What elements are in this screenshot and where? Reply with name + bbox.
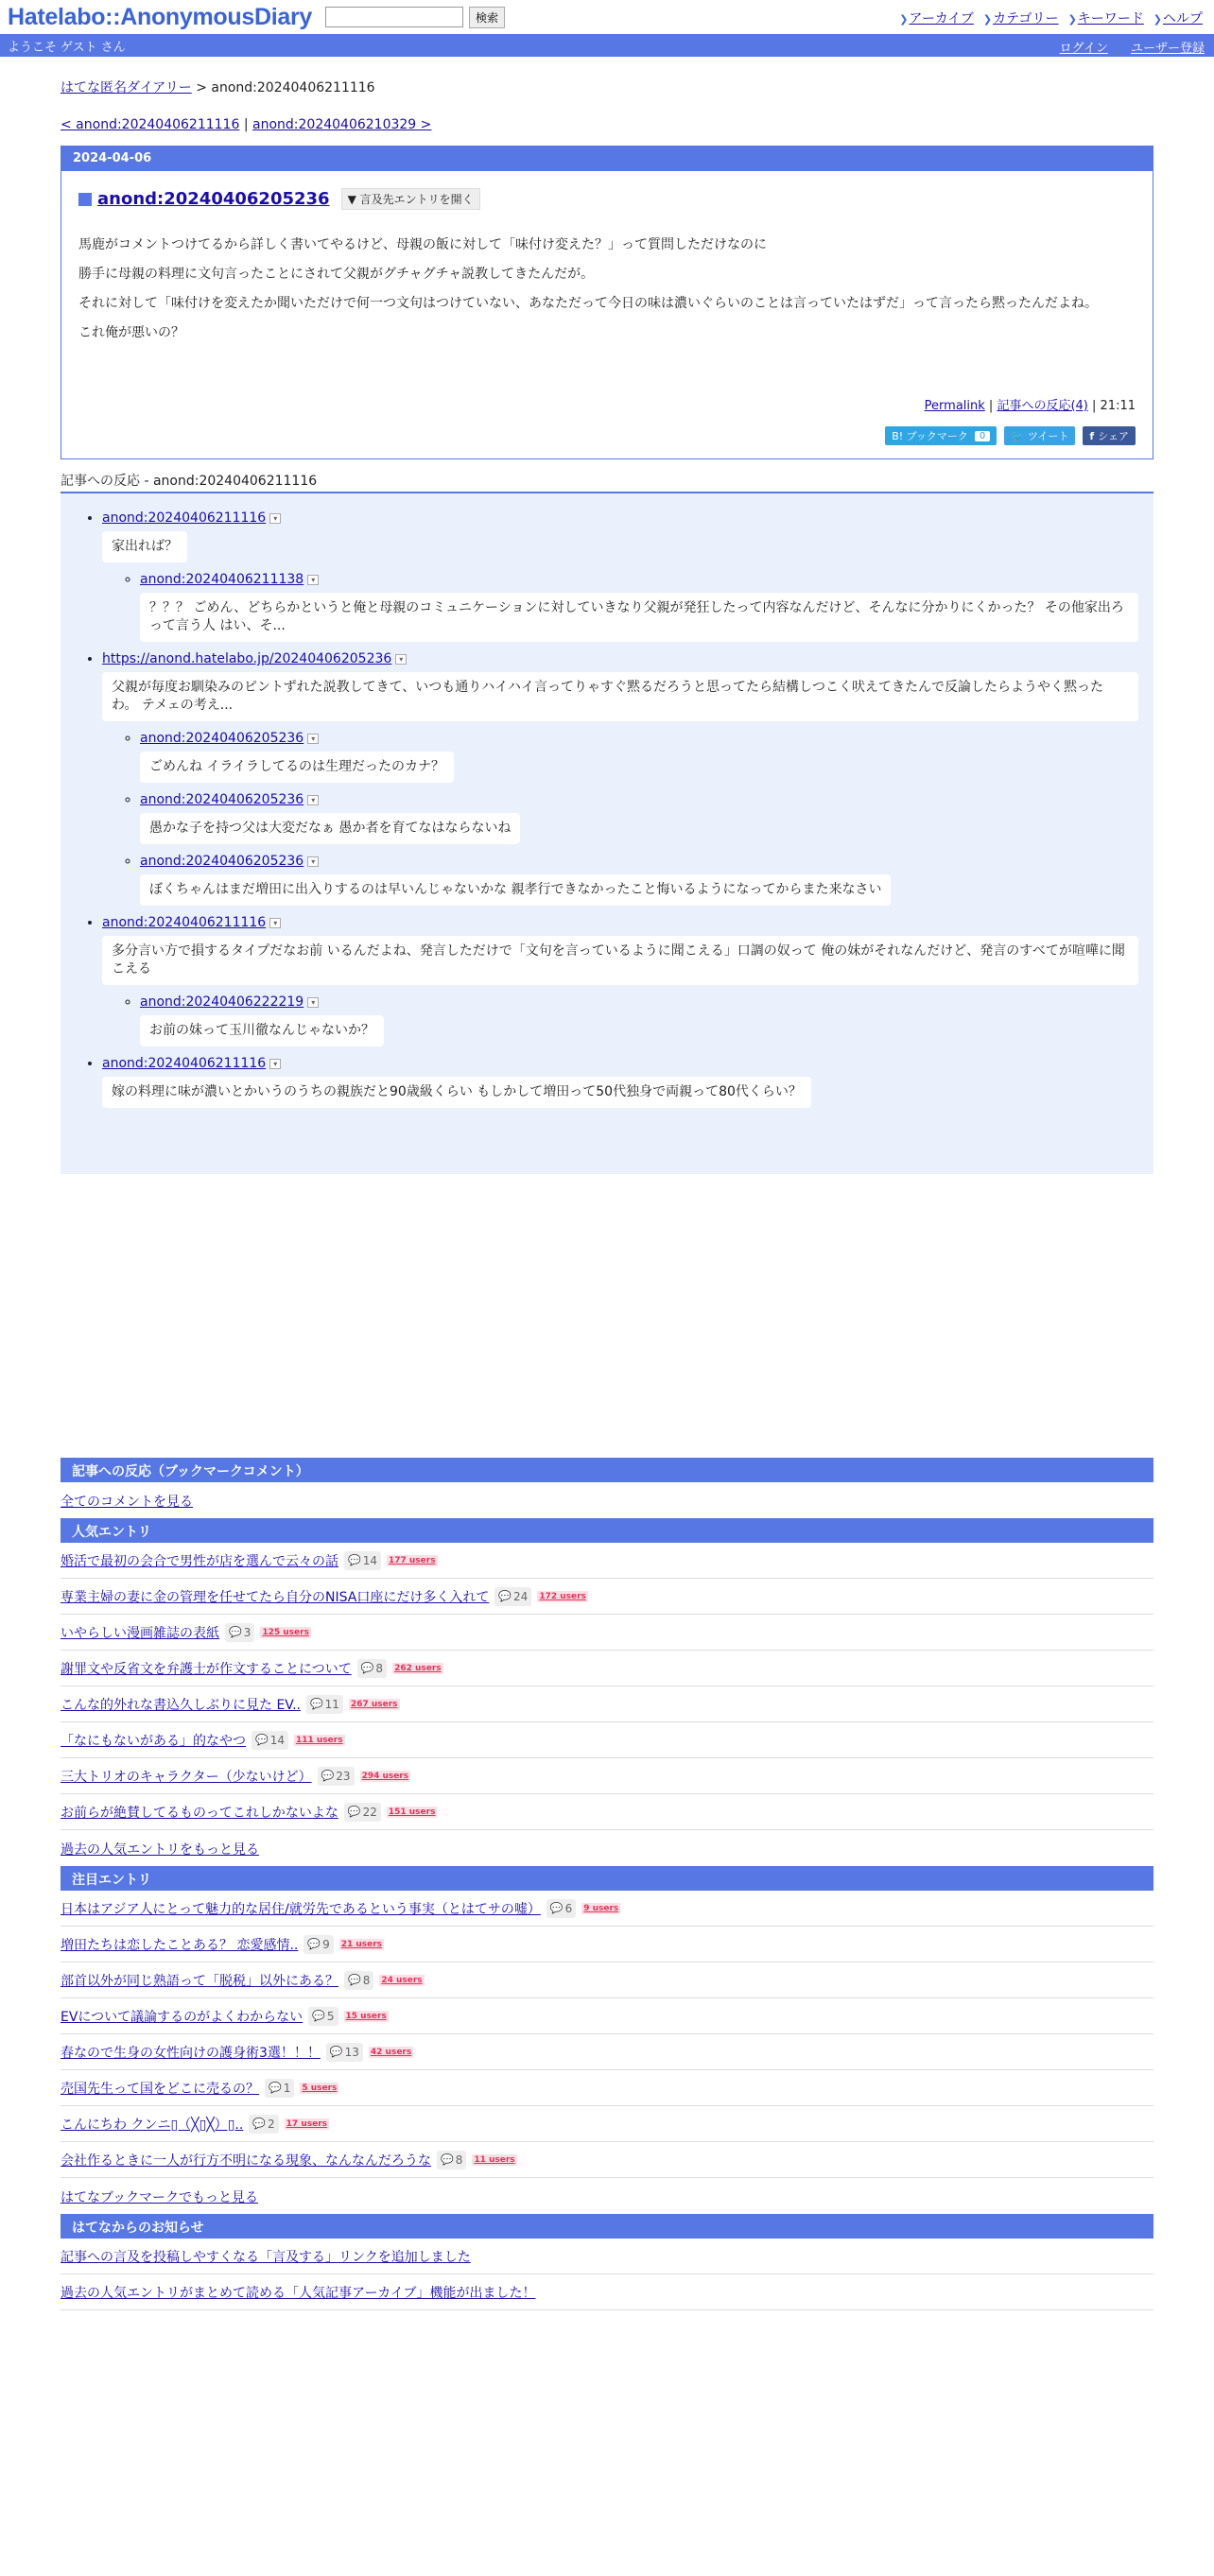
users-badge[interactable]: 21 users bbox=[340, 1939, 383, 1949]
reaction-link[interactable]: anond:20240406205236 bbox=[140, 854, 304, 869]
facebook-share-button[interactable] bbox=[1083, 426, 1136, 445]
comment-bubble-icon: 💬 bbox=[255, 1734, 269, 1746]
nav-keyword[interactable] bbox=[1068, 9, 1144, 27]
comment-count: 6 bbox=[564, 1901, 573, 1915]
entry-paragraph: 馬鹿がコメントつけてるから詳しく書いてやるけど、母親の飯に対して「味付け変えた？」って質問しただけなのに bbox=[78, 237, 767, 252]
comment-count: 24 bbox=[513, 1589, 529, 1603]
popular-more-row bbox=[61, 1830, 1153, 1866]
facebook-icon: f bbox=[1089, 429, 1095, 442]
dropdown-icon[interactable]: ▾ bbox=[307, 997, 319, 1008]
users-badge[interactable]: 172 users bbox=[539, 1591, 586, 1601]
users-badge[interactable]: 267 users bbox=[350, 1699, 398, 1709]
reaction-item bbox=[102, 510, 1138, 642]
reaction-text: 父親が毎度お馴染みのピントずれた説教してきて、いつも通りハイハイ言ってりゃすぐ黙るだろうと思ってたら結構しつこく吠えてきたんで反論したらようやく黙ったわ。 テメェの考え... bbox=[102, 672, 1138, 721]
comment-count: 14 bbox=[269, 1733, 285, 1747]
popular-list bbox=[61, 1543, 1153, 1830]
site-logo[interactable]: Hatelabo::AnonymousDiary bbox=[8, 3, 313, 30]
news-list bbox=[61, 2239, 1153, 2310]
comment-count-badge[interactable] bbox=[546, 1899, 576, 1918]
comment-bubble-icon: 💬 bbox=[360, 1662, 374, 1674]
comment-count: 9 bbox=[322, 1937, 330, 1951]
tweet-button[interactable] bbox=[1004, 426, 1075, 445]
comment-count: 13 bbox=[344, 2045, 359, 2059]
reaction-text: お前の妹って玉川徹なんじゃないか？ bbox=[140, 1015, 384, 1046]
entry-title-row bbox=[61, 171, 1153, 210]
dropdown-icon[interactable]: ▾ bbox=[269, 1059, 281, 1069]
dropdown-icon[interactable]: ▾ bbox=[307, 575, 319, 585]
entry-list-link[interactable]: 売国先生って国をどこに売るの？ bbox=[61, 2081, 259, 2097]
comment-count-badge[interactable] bbox=[249, 2115, 278, 2134]
users-badge[interactable]: 177 users bbox=[388, 1555, 436, 1565]
reaction-text: ？？？ ごめん、どちらかというと俺と母親のコミュニケーションに対していきなり父親が発狂したって内容なんだけど、そんなに分かりにくかった？ その他家出ろって言う人 はい、そ... bbox=[140, 593, 1138, 642]
entry-date: 2024-04-06 bbox=[61, 147, 1153, 171]
entry-list-link[interactable]: EVについて議論するのがよくわからない bbox=[61, 2009, 304, 2025]
comment-bubble-icon: 💬 bbox=[229, 1626, 242, 1638]
users-badge[interactable]: 111 users bbox=[295, 1735, 343, 1745]
nav-keyword-link[interactable]: キーワード bbox=[1077, 11, 1144, 26]
entry-list-item bbox=[61, 2106, 1153, 2142]
user-bar bbox=[0, 34, 1214, 57]
entry-box bbox=[61, 146, 1153, 459]
users-badge[interactable]: 42 users bbox=[370, 2047, 412, 2057]
comment-count: 23 bbox=[336, 1769, 351, 1783]
users-badge[interactable]: 24 users bbox=[381, 1975, 423, 1985]
comment-count: 1 bbox=[283, 2081, 291, 2095]
entry-list-item bbox=[61, 1794, 1153, 1830]
notable-heading: 注目エントリ bbox=[61, 1866, 1153, 1891]
entry-list-link[interactable]: いやらしい漫画雑誌の表紙 bbox=[61, 1625, 219, 1641]
open-reference-button[interactable]: ▼ 言及先エントリを開く bbox=[341, 188, 480, 210]
main-content bbox=[61, 78, 1153, 2310]
entry-list-item bbox=[61, 1891, 1153, 1927]
tweet-label: ツイート bbox=[1027, 430, 1069, 442]
reaction-link[interactable]: anond:20240406211116 bbox=[102, 1056, 267, 1071]
dropdown-icon[interactable]: ▾ bbox=[307, 734, 319, 744]
comment-bubble-icon: 💬 bbox=[347, 1806, 361, 1818]
entry-list-link[interactable]: 部首以外が同じ熟語って「脱税」以外にある？ bbox=[61, 1973, 338, 1989]
reaction-link[interactable]: anond:20240406211116 bbox=[102, 915, 267, 930]
comment-bubble-icon: 💬 bbox=[307, 1938, 321, 1950]
reaction-link[interactable]: anond:20240406211116 bbox=[102, 510, 267, 526]
entry-list-item bbox=[61, 1722, 1153, 1758]
users-badge[interactable]: 151 users bbox=[388, 1807, 436, 1817]
dropdown-icon[interactable]: ▾ bbox=[269, 918, 281, 928]
entry-paragraph: それに対して「味付けを変えたか聞いただけで何一つ文句はつけていない、あなただって今日の味は濃いぐらいのことは言っていたはずだ」って言ったら黙ったんだよね。 bbox=[78, 296, 1098, 311]
reaction-link[interactable]: anond:20240406205236 bbox=[140, 731, 304, 746]
welcome-text: ようこそ ゲスト さん bbox=[8, 40, 126, 55]
comment-count: 22 bbox=[362, 1805, 377, 1819]
comment-count: 3 bbox=[243, 1625, 251, 1639]
comment-count: 11 bbox=[324, 1697, 339, 1711]
comment-count-badge[interactable] bbox=[437, 2151, 466, 2170]
reactions-link[interactable]: 記事への反応(4) bbox=[997, 399, 1088, 413]
comment-bubble-icon: 💬 bbox=[269, 2082, 282, 2094]
chevron-right-icon: ❯ bbox=[1067, 13, 1077, 26]
entry-time: 21:11 bbox=[1100, 399, 1136, 413]
comment-count: 8 bbox=[375, 1661, 384, 1675]
comment-count-badge[interactable] bbox=[357, 1659, 387, 1678]
users-badge[interactable]: 294 users bbox=[361, 1771, 409, 1781]
hatena-bookmark-button[interactable] bbox=[885, 426, 997, 445]
prev-next-separator: | bbox=[243, 117, 249, 132]
notable-more-link[interactable]: はてなブックマークでもっと見る bbox=[61, 2190, 259, 2205]
entry-list-item bbox=[61, 1615, 1153, 1651]
entry-paragraph: これ俺が悪いの？ bbox=[78, 325, 184, 340]
comment-bubble-icon: 💬 bbox=[498, 1590, 512, 1602]
comment-bubble-icon: 💬 bbox=[329, 2046, 343, 2058]
entry-list-item bbox=[61, 2142, 1153, 2178]
dropdown-icon[interactable]: ▾ bbox=[307, 795, 319, 805]
breadcrumb-separator: > bbox=[196, 80, 207, 95]
entry-list-link[interactable]: 謝罪文や反省文を弁護士が作文することについて bbox=[61, 1661, 352, 1677]
reaction-item bbox=[102, 1056, 1138, 1108]
notable-list bbox=[61, 1891, 1153, 2178]
comment-count-badge[interactable] bbox=[344, 1971, 373, 1990]
reaction-text: 家出れば？ bbox=[102, 531, 187, 562]
prev-next-nav bbox=[61, 117, 1153, 132]
comment-bubble-icon: 💬 bbox=[321, 1770, 335, 1782]
comment-bubble-icon: 💬 bbox=[441, 2153, 454, 2166]
comment-count: 8 bbox=[362, 1973, 371, 1987]
login-link[interactable]: ログイン bbox=[1059, 42, 1108, 56]
users-badge[interactable]: 125 users bbox=[262, 1627, 309, 1637]
news-heading: はてなからのお知らせ bbox=[61, 2214, 1153, 2239]
all-comments-row bbox=[61, 1482, 1153, 1518]
reactions-heading: 記事への反応 - anond:20240406211116 bbox=[61, 471, 1153, 493]
entry-list-item bbox=[61, 1686, 1153, 1722]
bookmark-label: B! ブックマーク bbox=[892, 430, 968, 442]
reaction-item bbox=[140, 731, 1138, 783]
comment-bubble-icon: 💬 bbox=[312, 2010, 325, 2022]
next-entry-link[interactable]: anond:20240406210329 > bbox=[252, 117, 432, 132]
entry-list-item bbox=[61, 1543, 1153, 1579]
comment-bubble-icon: 💬 bbox=[252, 2118, 267, 2130]
popular-heading: 人気エントリ bbox=[61, 1518, 1153, 1543]
top-nav bbox=[899, 9, 1203, 27]
comment-count-badge[interactable] bbox=[251, 1731, 288, 1750]
nav-category[interactable] bbox=[983, 9, 1059, 27]
entry-list-item bbox=[61, 1579, 1153, 1615]
entry-list-link[interactable]: 増田たちは恋したことある？ 恋愛感情.. bbox=[61, 1937, 299, 1953]
chevron-right-icon: ❯ bbox=[982, 13, 993, 26]
dropdown-icon[interactable]: ▾ bbox=[307, 856, 319, 867]
all-comments-link[interactable]: 全てのコメントを見る bbox=[61, 1495, 193, 1510]
entry-title[interactable]: anond:20240406205236 bbox=[97, 189, 330, 209]
entry-list-item bbox=[61, 1758, 1153, 1794]
permalink[interactable]: Permalink bbox=[924, 399, 985, 413]
comment-count-badge[interactable] bbox=[326, 2043, 363, 2062]
breadcrumb-current: anond:20240406211116 bbox=[211, 80, 375, 95]
reaction-text: 嫁の料理に味が濃いとかいうのうちの親族だと90歳級くらい もしかして増田って50代独身で両親って80代くらい？ bbox=[102, 1077, 811, 1108]
reaction-item bbox=[102, 651, 1138, 906]
users-badge[interactable]: 15 users bbox=[345, 2011, 387, 2021]
dropdown-icon[interactable]: ▾ bbox=[395, 654, 407, 665]
comment-count-badge[interactable] bbox=[306, 1695, 343, 1714]
reaction-link[interactable]: anond:20240406205236 bbox=[140, 792, 304, 807]
news-link[interactable]: 記事への言及を投稿しやすくなる「言及する」リンクを追加しました bbox=[61, 2249, 471, 2265]
prev-entry-link[interactable]: < anond:20240406211116 bbox=[61, 117, 240, 132]
users-badge[interactable]: 262 users bbox=[394, 1663, 442, 1673]
square-icon bbox=[78, 193, 92, 206]
reaction-text: ぼくちゃんはまだ増田に出入りするのは早いんじゃないかな 親孝行できなかったこと悔いるようになってからまた来なさい bbox=[140, 874, 891, 906]
chevron-right-icon: ❯ bbox=[1153, 13, 1162, 26]
reaction-text: 多分言い方で損するタイプだなお前 いるんだよね、発言しただけで「文句を言っているように聞こえる」口調の奴って 俺の妹がそれなんだけど、発言のすべてが喧嘩に聞こえる bbox=[102, 936, 1138, 985]
bookmark-count: 0 bbox=[975, 431, 990, 441]
entry-list-item bbox=[61, 2070, 1153, 2106]
users-badge[interactable]: 9 users bbox=[583, 1903, 619, 1913]
nav-category-link[interactable]: カテゴリー bbox=[993, 11, 1059, 26]
breadcrumb-home[interactable]: はてな匿名ダイアリー bbox=[61, 80, 192, 95]
reaction-link[interactable]: https://anond.hatelabo.jp/20240406205236 bbox=[102, 651, 392, 666]
comment-bubble-icon: 💬 bbox=[309, 1698, 323, 1710]
entry-list-link[interactable]: 日本はアジア人にとって魅力的な居住/就労先であるという事実（とはてサの嘘） bbox=[61, 1901, 541, 1917]
bookmark-comments-heading: 記事への反応（ブックマークコメント） bbox=[61, 1458, 1153, 1482]
entry-body bbox=[61, 210, 1153, 341]
reaction-item bbox=[140, 854, 1138, 906]
entry-list-link[interactable]: こんにちわ クンニ▯（╳▯╳）▯.. bbox=[61, 2117, 244, 2133]
reaction-item bbox=[140, 792, 1138, 844]
comment-bubble-icon: 💬 bbox=[348, 1554, 361, 1566]
users-badge[interactable]: 17 users bbox=[286, 2118, 327, 2129]
comment-count-badge[interactable] bbox=[308, 2007, 338, 2026]
entry-list-item bbox=[61, 2034, 1153, 2070]
share-buttons bbox=[61, 413, 1153, 458]
top-header bbox=[0, 0, 1214, 34]
comment-count-badge[interactable] bbox=[265, 2079, 294, 2098]
popular-more-link[interactable]: 過去の人気エントリをもっと見る bbox=[61, 1842, 259, 1858]
users-badge[interactable]: 11 users bbox=[474, 2154, 515, 2165]
dropdown-icon[interactable]: ▾ bbox=[269, 513, 281, 524]
entry-footer: Permalink | 記事への反応(4) | 21:11 bbox=[924, 399, 1136, 413]
users-badge[interactable]: 5 users bbox=[302, 2083, 338, 2093]
comment-bubble-icon: 💬 bbox=[348, 1974, 361, 1986]
entry-paragraph: 勝手に母親の料理に文句言ったことにされて父親がグチャグチャ説教してきたんだが。 bbox=[78, 267, 595, 282]
search-input[interactable] bbox=[325, 7, 463, 27]
comment-count-badge[interactable] bbox=[494, 1587, 531, 1606]
ad-space bbox=[61, 1174, 1153, 1458]
reaction-link[interactable]: anond:20240406222219 bbox=[140, 994, 304, 1010]
comment-count-badge[interactable] bbox=[344, 1803, 381, 1822]
entry-list-link[interactable]: 専業主婦の妻に金の管理を任せてたら自分のNISA口座にだけ多く入れて bbox=[61, 1589, 490, 1605]
comment-bubble-icon: 💬 bbox=[549, 1902, 564, 1914]
reaction-text: 愚かな子を持つ父は大変だなぁ 愚か者を育てなはならないね bbox=[140, 813, 520, 844]
entry-list-link[interactable]: 婚活で最初の会合で男性が店を選んで云々の話 bbox=[61, 1553, 338, 1569]
nav-help-link[interactable]: ヘルプ bbox=[1163, 11, 1203, 26]
reaction-item bbox=[140, 994, 1138, 1046]
entry-list-item bbox=[61, 1962, 1153, 1998]
chevron-right-icon: ❯ bbox=[899, 13, 909, 26]
news-item bbox=[61, 2274, 1153, 2310]
nav-help[interactable] bbox=[1153, 9, 1203, 27]
entry-list-link[interactable]: 「なにもないがある」的なやつ bbox=[61, 1733, 246, 1749]
reaction-item bbox=[102, 915, 1138, 1046]
breadcrumb bbox=[61, 78, 1153, 96]
entry-list-link[interactable]: 春なので生身の女性向けの護身術3選！！！ bbox=[61, 2045, 321, 2061]
reaction-link[interactable]: anond:20240406211138 bbox=[140, 572, 304, 587]
comment-count-badge[interactable] bbox=[225, 1623, 254, 1642]
comment-count-badge[interactable] bbox=[318, 1767, 355, 1786]
comment-count: 5 bbox=[326, 2009, 335, 2023]
entry-list-item bbox=[61, 1651, 1153, 1686]
news-link[interactable]: 過去の人気エントリがまとめて読める「人気記事アーカイブ」機能が出ました！ bbox=[61, 2285, 536, 2301]
twitter-bird-icon: 🐦 bbox=[1011, 429, 1024, 442]
register-link[interactable]: ユーザー登録 bbox=[1130, 42, 1205, 56]
comment-count-badge[interactable] bbox=[344, 1551, 381, 1570]
search-button[interactable]: 検索 bbox=[469, 7, 505, 28]
entry-list-link[interactable]: 会社作るときに一人が行方不明になる現象、なんなんだろうな bbox=[61, 2152, 431, 2169]
news-item bbox=[61, 2239, 1153, 2274]
reaction-text: ごめんね イライラしてるのは生理だったのカナ？ bbox=[140, 752, 454, 783]
reactions-tree bbox=[61, 493, 1153, 1174]
entry-list-link[interactable]: お前らが絶賛してるものってこれしかないよな bbox=[61, 1805, 338, 1821]
nav-archive-link[interactable]: アーカイブ bbox=[909, 11, 974, 26]
notable-more-row bbox=[61, 2178, 1153, 2214]
entry-list-link[interactable]: 三大トリオのキャラクター（少ないけど） bbox=[61, 1769, 312, 1785]
reaction-item bbox=[140, 572, 1138, 642]
share-label: シェア bbox=[1098, 430, 1129, 442]
entry-list-link[interactable]: こんな的外れな書込久しぶりに見た EV.. bbox=[61, 1697, 301, 1713]
entry-list-item bbox=[61, 1927, 1153, 1962]
comment-count: 2 bbox=[268, 2117, 275, 2131]
comment-count-badge[interactable] bbox=[304, 1935, 333, 1954]
comment-count: 8 bbox=[455, 2152, 463, 2167]
comment-count: 14 bbox=[362, 1553, 377, 1567]
entry-list-item bbox=[61, 1998, 1153, 2034]
nav-archive[interactable] bbox=[899, 9, 974, 27]
